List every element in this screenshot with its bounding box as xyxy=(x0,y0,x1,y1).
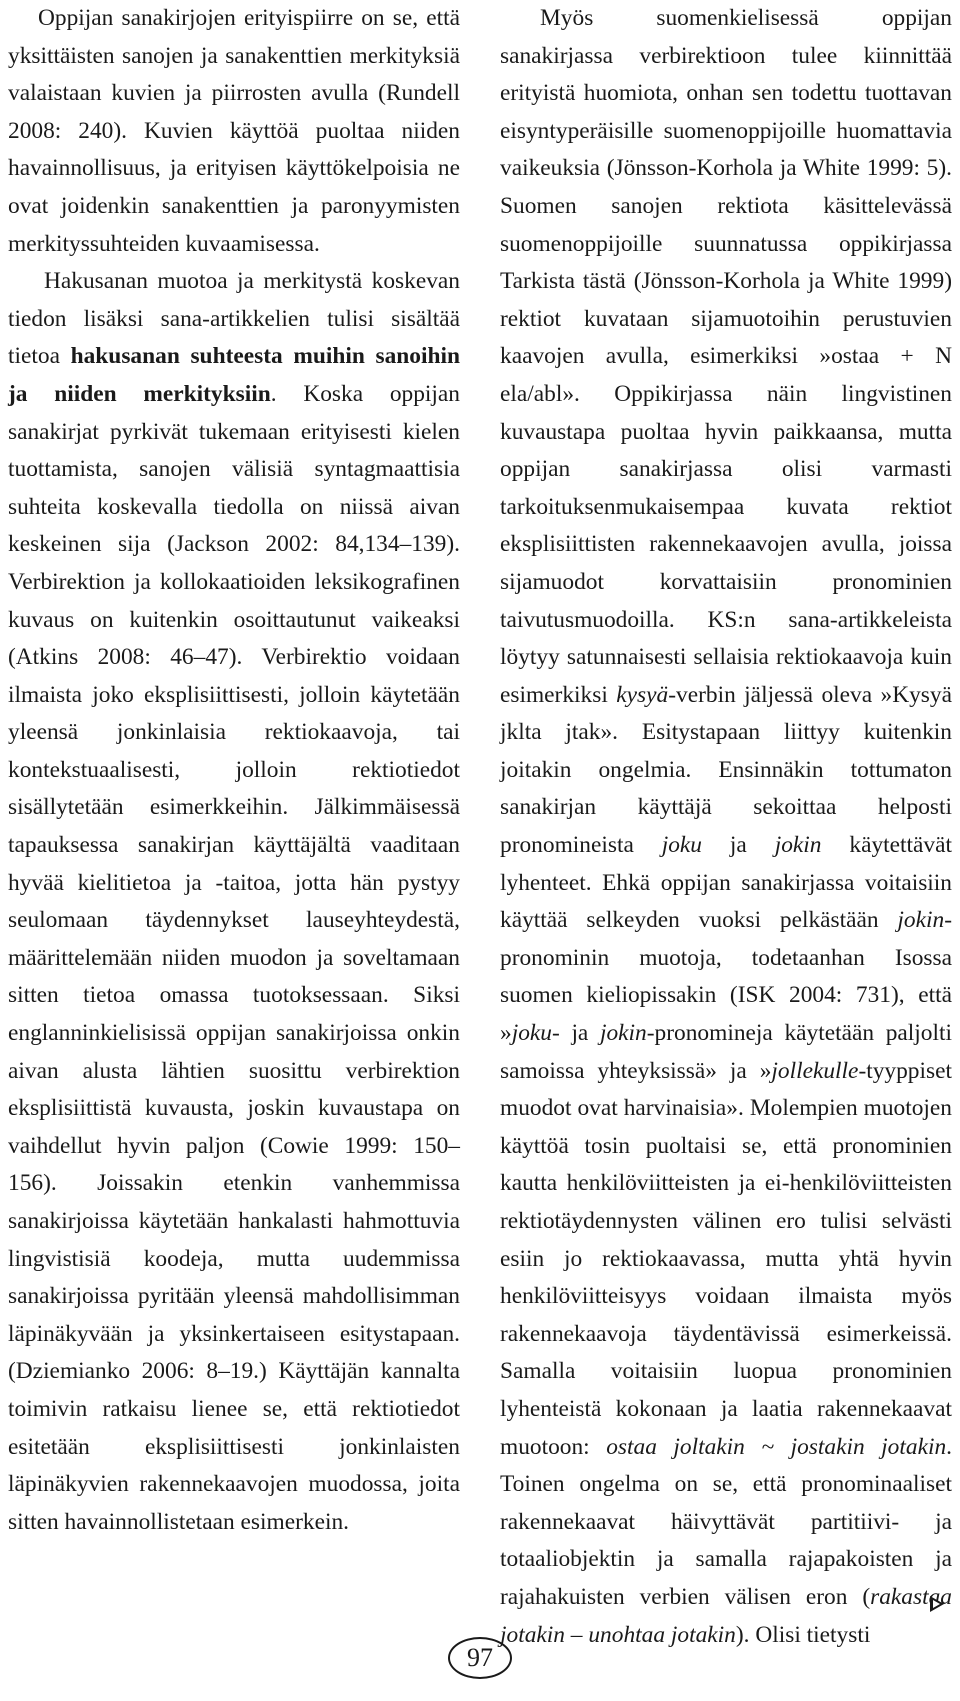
paragraph-text: Myös suomenkielisessä oppijan sanakirjassa verbirektioon tulee kiinnittää erityistä huomiota, onhan sen todettu tuottavan eisyntyperäisille suomenoppijoille huomattavia vaikeuksia (Jönsson-Korhola ja White 1999: 5). Suomen sanojen rektiota käsittelevässä suomenoppijoille suunnatussa oppikirjassa Tarkista tästä (Jönsson-Korhola ja White 1999) rektiot kuvataan sijamuotoihin perustuvien kaavojen avulla, esimerkiksi »ostaa + N ela/abl». Oppikirjassa näin lingvistinen kuvaustapa puoltaa hyvin paikkaansa, mutta oppijan sanakirjassa olisi varmasti tarkoituksenmukaisempaa kuvata rektiot eksplisiittisten rakennekaavojen avulla, joissa sijamuodot korvattaisiin pronominien taivutusmuodoilla. KS:n sana-artikkeleista löytyy satunnaisesti sellaisia rektiokaavoja kuin esimerkiksi xyxy=(500,5,952,708)
paragraph-text: . Toinen ongelma on se, että pronominaaliset rakennekaavat häivyttävät partitiivi- ja totaaliobjektin ja samalla rajapakoisten ja rajahakuisten verbien välisen eron ( xyxy=(500,1433,953,1610)
paragraph-text: -pronomineja käytetään paljolti samoissa yhteyksissä» ja » xyxy=(500,1020,952,1084)
italic-term: jokin xyxy=(897,907,945,934)
emphasis-text: hakusanan suhteesta muihin sanoihin ja niiden merkityksiin xyxy=(8,343,460,407)
paragraph-text: - ja xyxy=(551,1020,600,1047)
paragraph-text: -tyyppiset muodot ovat harvinaisia». Molempien muotojen käyttöä tosin puoltaisi se, että pronominien kautta henkilöviitteisten ja ei-henkilöviitteisten rektiotäydennysten välinen ero tulisi selvästi esiin jo rektiokaavassa, mutta yhtä hyvin henkilöviitteisyys voidaan ilmaista myös rakennekaavoja täydentävissä esimerkeissä. Samalla voitaisiin luopua pronominien lyhenteistä kokonaan ja laatia rakennekaavat muotoon: xyxy=(500,1057,952,1460)
paragraph-text: -pronominin muotoja, todetaanhan Isossa suomen kieliopissakin (ISK 2004: 731), että » xyxy=(500,907,952,1047)
paragraph-text: käytettävät lyhenteet. Ehkä oppijan sanakirjassa voitaisiin käyttää selkeyden vuoksi pelkästään xyxy=(500,832,952,934)
italic-term: joku xyxy=(511,1020,552,1047)
paragraph-text: . Koska oppijan sanakirjat pyrkivät tukemaan erityisesti kielen tuottamista, sanojen välisiä syntagmaattisia suhteita koskevalla tiedolla on niissä aivan keskeinen sija (Jackson 2002: 84,134–139). Verbirektion ja kollokaatioiden leksikografinen kuvaus on kuitenkin osoittautunut vaikeaksi (Atkins 2008: 46–47). Verbirektio voidaan ilmaista joko eksplisiittisesti, jolloin käytetään yleensä jonkinlaisia rektiokaavoja, tai kontekstuaalisesti, jolloin rektiotiedot sisällytetään esimerkkeihin. Jälkimmäisessä tapauksessa sanakirjan käyttäjältä vaaditaan hyvää kielitietoa ja -taitoa, jotta hän pystyy seulomaan täydennykset lauseyhteydestä, määrittelemään niiden muodon ja soveltamaan sitten tietoa omassa tuotoksessaan. Siksi englanninkielisissä oppijan sanakirjoissa onkin aivan alusta lähtien suosittu verbirektion eksplisiittistä kuvausta, joskin kuvaustapa on vaihdellut hyvin paljon (Cowie 1999: 150–156). Joissakin etenkin vanhemmissa sanakirjoissa käytetään hankalasti hahmottuvia lingvistisiä koodeja, mutta uudemmissa sanakirjoissa pyritään yleensä mahdollisimman läpinäkyvään ja yksinkertaiseen esitystapaan. (Dziemianko 2006: 8–19.) Käyttäjän kannalta toimivin ratkaisu lienee se, että rektiotiedot esitetään eksplisiittisesti jonkinlaisten läpinäkyvien rakennekaavojen muodossa, joita sitten havainnollistetaan esimerkein. xyxy=(8,380,460,1535)
right-column xyxy=(500,0,952,1654)
italic-term: joku xyxy=(661,832,703,859)
left-column xyxy=(8,0,460,1541)
italic-term: ostaa joltakin ~ jostakin jotakin xyxy=(606,1433,947,1460)
paragraph-text: -verbin jäljessä oleva »Kysyä jklta jtak». Esitystapaan liittyy kuitenkin joitakin ongelmia. Ensinnäkin tottumaton sanakirjan käyttäjä sekoittaa helposti pronomineista xyxy=(500,681,952,859)
italic-term: jollekulle xyxy=(771,1057,859,1084)
italic-term: rakastaa jotakin – unohtaa jotakin xyxy=(500,1583,952,1648)
italic-term: jokin xyxy=(774,832,822,859)
paragraph-text: ). Olisi tietysti xyxy=(735,1621,871,1648)
italic-term: kysyä xyxy=(616,681,669,708)
paragraph xyxy=(500,0,952,1654)
page-number: 97 xyxy=(448,1637,512,1679)
triangle-right-icon xyxy=(930,1596,944,1612)
paragraph xyxy=(8,263,460,1541)
paragraph: Oppijan sanakirjojen erityispiirre on se, että yksittäisten sanojen ja sanakenttien merkityksiä valaistaan kuvien ja piirrosten avulla (Rundell 2008: 240). Kuvien käyttöä puoltaa niiden havainnollisuus, ja erityisen käyttökelpoisia ne ovat joidenkin sanakenttien ja paronyymisten merkityssuhteiden kuvaamisessa. xyxy=(8,5,460,257)
paragraph-text: Hakusanan muotoa ja merkitystä koskevan tiedon lisäksi sana-artikkelien tulisi sisältää tietoa xyxy=(8,268,460,370)
paragraph-text: ja xyxy=(702,832,775,859)
italic-term: jokin xyxy=(599,1020,647,1047)
